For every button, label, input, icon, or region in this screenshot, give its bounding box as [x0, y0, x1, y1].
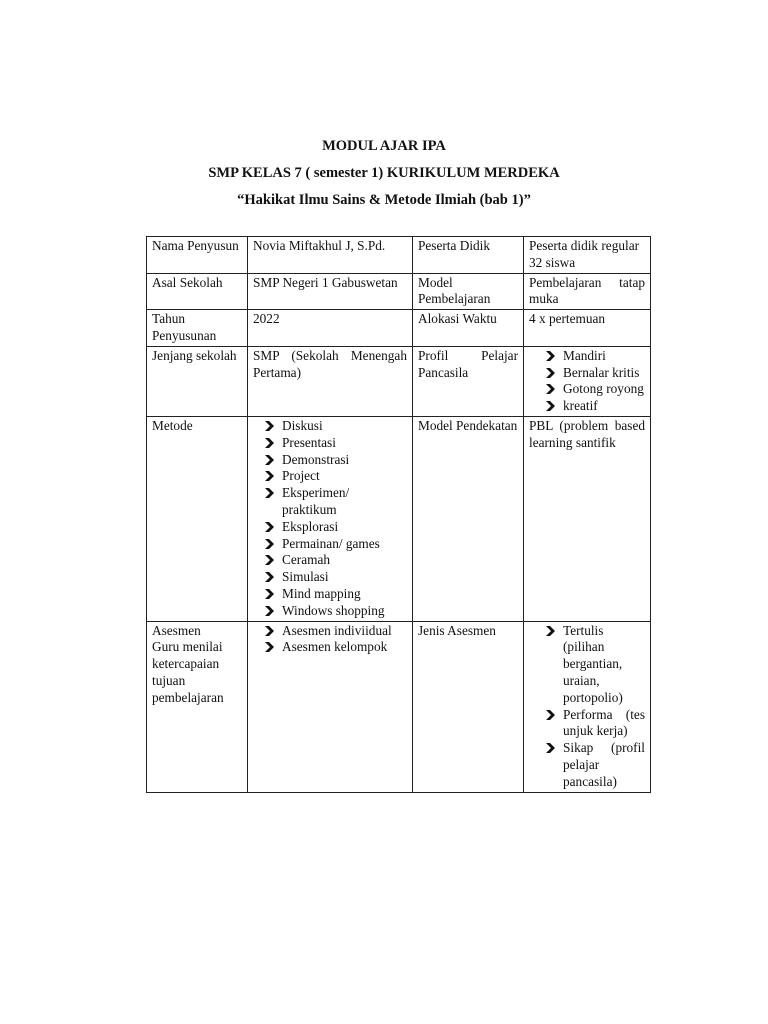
label-cell [147, 416, 248, 621]
list-item: Ceramah [282, 552, 407, 569]
list-item: kreatif [563, 398, 645, 415]
arrow-bullet-icon [264, 639, 276, 655]
row-label-alokasi-waktu: Alokasi Waktu [418, 311, 497, 327]
arrow-bullet-icon [264, 552, 276, 568]
list-item: Asesmen indiviidual [282, 623, 407, 640]
label-cell [413, 416, 524, 621]
list-item: Bernalar kritis [563, 365, 645, 382]
row-label-peserta-didik: Peserta Didik [418, 238, 491, 253]
row-label-metode: Metode [152, 417, 193, 433]
table-row [147, 416, 651, 621]
list-item: Sikap (profil pelajar pancasila) [563, 740, 645, 790]
row-label-jenjang-sekolah: Jenjang sekolah [152, 347, 237, 363]
table-row [147, 621, 651, 792]
label-cell [147, 310, 248, 347]
list-item: Mind mapping [282, 586, 407, 603]
arrow-bullet-icon [264, 569, 276, 585]
list-item: Presentasi [282, 435, 407, 452]
list-item: Gotong royong [563, 381, 645, 398]
arrow-bullet-icon [545, 365, 557, 381]
label-cell [147, 237, 248, 274]
label-cell [413, 237, 524, 274]
label-cell [413, 273, 524, 310]
label-cell [147, 346, 248, 416]
list-item: Permainan/ games [282, 536, 407, 553]
table-row [147, 310, 651, 347]
label-cell [413, 310, 524, 347]
label-cell [147, 273, 248, 310]
value-cell [524, 273, 651, 310]
row-label-jenis-asesmen: Jenis Asesmen [418, 622, 496, 638]
assessment-description: Guru menilai ketercapaian tujuan pembelajaran [152, 639, 224, 705]
row-label-nama-penyusun: Nama Penyusun [152, 238, 239, 253]
list-item: Tertulis (pilihan bergantian, uraian, portopolio) [563, 623, 645, 707]
label-cell [147, 621, 248, 792]
value-cell [248, 237, 413, 274]
table-row [147, 237, 651, 274]
document-title: MODUL AJAR IPA [322, 138, 446, 154]
students-count-value: 32 siswa [529, 254, 576, 270]
approach-model-value: PBL (problem based learning santifik [529, 417, 645, 450]
list-item: Eksplorasi [282, 519, 407, 536]
arrow-bullet-icon [264, 452, 276, 468]
arrow-bullet-icon [545, 398, 557, 414]
document-topic: “Hakikat Ilmu Sains & Metode Ilmiah (bab 1)” [237, 192, 531, 208]
students-type-value: Peserta didik regular [529, 238, 640, 253]
row-label-asesmen: Asesmen [152, 622, 201, 638]
value-cell [524, 237, 651, 274]
author-value: Novia Miftakhul J, S.Pd. [253, 238, 386, 253]
value-cell [524, 310, 651, 347]
school-level-value: SMP (Sekolah Menengah Pertama) [253, 347, 407, 380]
row-label-tahun-penyusunan: Tahun Penyusunan [152, 311, 217, 343]
label-cell [413, 621, 524, 792]
list-item: Asesmen kelompok [282, 639, 407, 656]
arrow-bullet-icon [264, 603, 276, 619]
row-label-profil-pelajar: Profil Pelajar Pancasila [418, 347, 518, 380]
arrow-bullet-icon [264, 435, 276, 451]
list-item: Eksperimen/ praktikum [282, 485, 407, 519]
arrow-bullet-icon [264, 468, 276, 484]
profile-list [529, 348, 645, 415]
list-item: Performa (tes unjuk kerja) [563, 707, 645, 741]
document-subtitle: SMP KELAS 7 ( semester 1) KURIKULUM MERDEKA [208, 165, 560, 181]
list-item: Mandiri [563, 348, 645, 365]
row-label-model-pendekatan: Model Pendekatan [418, 417, 518, 433]
assessment-list [253, 623, 407, 657]
time-allocation-value: 4 x pertemuan [529, 311, 606, 327]
list-item: Demonstrasi [282, 452, 407, 469]
list-item: Project [282, 468, 407, 485]
list-item: Diskusi [282, 418, 407, 435]
value-cell [248, 416, 413, 621]
year-value: 2022 [253, 311, 280, 327]
row-label-asal-sekolah: Asal Sekolah [152, 274, 223, 290]
label-cell [413, 346, 524, 416]
arrow-bullet-icon [264, 623, 276, 639]
method-list [253, 418, 407, 620]
value-cell [248, 346, 413, 416]
school-value: SMP Negeri 1 Gabuswetan [253, 274, 398, 290]
arrow-bullet-icon [264, 586, 276, 602]
row-label-model-pembelajaran: Model Pembelajaran [418, 274, 491, 307]
value-cell [248, 273, 413, 310]
module-info-table [146, 236, 651, 793]
arrow-bullet-icon [545, 381, 557, 397]
arrow-bullet-icon [545, 740, 557, 756]
arrow-bullet-icon [264, 418, 276, 434]
assessment-type-list [529, 623, 645, 791]
value-cell [524, 621, 651, 792]
arrow-bullet-icon [264, 536, 276, 552]
list-item: Windows shopping [282, 603, 407, 620]
value-cell [248, 621, 413, 792]
value-cell [524, 346, 651, 416]
table-row [147, 273, 651, 310]
arrow-bullet-icon [545, 707, 557, 723]
arrow-bullet-icon [545, 348, 557, 364]
value-cell [524, 416, 651, 621]
list-item: Simulasi [282, 569, 407, 586]
arrow-bullet-icon [264, 519, 276, 535]
arrow-bullet-icon [264, 485, 276, 501]
learning-model-value: Pembelajaran tatap muka [529, 274, 645, 307]
arrow-bullet-icon [545, 623, 557, 639]
table-row [147, 346, 651, 416]
value-cell [248, 310, 413, 347]
